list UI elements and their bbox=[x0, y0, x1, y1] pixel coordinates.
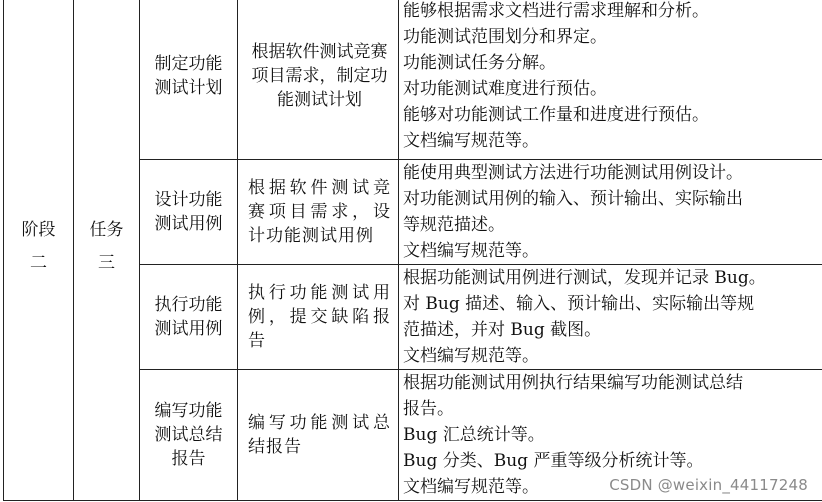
knowledge-line: 根据功能测试用例进行测试，发现并记录 Bug。 bbox=[403, 268, 766, 288]
work-task-name-cell bbox=[140, 0, 238, 160]
knowledge-line: 对 Bug 描述、输入、预计输出、实际输出等规 bbox=[403, 294, 755, 314]
knowledge-line: 报告。 bbox=[403, 399, 454, 419]
knowledge-list bbox=[399, 160, 822, 264]
skill-requirement-cell bbox=[238, 370, 399, 501]
skill-requirement-cell bbox=[238, 160, 399, 265]
knowledge-line: 对功能测试难度进行预估。 bbox=[403, 79, 607, 99]
work-task-name: 编写功能测试总结报告 bbox=[154, 401, 223, 469]
work-task-name-cell bbox=[140, 265, 238, 370]
knowledge-line: Bug 汇总统计等。 bbox=[403, 425, 545, 445]
knowledge-line: 功能测试范围划分和界定。 bbox=[403, 27, 607, 47]
task-label: 任务三 bbox=[89, 219, 124, 273]
knowledge-line: 对功能测试用例的输入、预计输出、实际输出 bbox=[403, 189, 743, 209]
skill-requirement: 编写功能测试总结报告 bbox=[248, 413, 391, 457]
knowledge-line: 文档编写规范等。 bbox=[403, 131, 539, 151]
work-task-name: 执行功能测试用例 bbox=[154, 295, 223, 339]
knowledge-line: 文档编写规范等。 bbox=[403, 346, 539, 366]
skill-requirement-cell bbox=[238, 265, 399, 370]
stage-label: 阶段二 bbox=[21, 219, 56, 273]
work-task-name-cell bbox=[140, 370, 238, 501]
knowledge-line: 功能测试任务分解。 bbox=[403, 53, 556, 73]
knowledge-line: 能够根据需求文档进行需求理解和分析。 bbox=[403, 1, 709, 21]
skill-requirement: 根据软件测试竞赛项目需求，设计功能测试用例 bbox=[248, 178, 391, 246]
watermark: CSDN @weixin_44117248 bbox=[609, 476, 808, 494]
skill-requirement-cell bbox=[238, 0, 399, 160]
knowledge-line: 能够对功能测试工作量和进度进行预估。 bbox=[403, 105, 709, 125]
stage-cell bbox=[4, 0, 74, 501]
knowledge-cell bbox=[399, 160, 822, 265]
knowledge-line: Bug 分类、Bug 严重等级分析统计等。 bbox=[403, 451, 704, 471]
competition-task-table bbox=[3, 0, 822, 501]
knowledge-line: 能使用典型测试方法进行功能测试用例设计。 bbox=[403, 163, 743, 183]
knowledge-line: 范描述，并对 Bug 截图。 bbox=[403, 320, 602, 340]
knowledge-line: 文档编写规范等。 bbox=[403, 241, 539, 261]
knowledge-list bbox=[399, 265, 822, 369]
work-task-name: 制定功能测试计划 bbox=[154, 54, 223, 98]
table-row bbox=[4, 0, 822, 160]
knowledge-line: 根据功能测试用例执行结果编写功能测试总结 bbox=[403, 373, 743, 393]
skill-requirement: 执行功能测试用例，提交缺陷报告 bbox=[248, 283, 391, 351]
knowledge-line: 文档编写规范等。 bbox=[403, 477, 539, 497]
work-task-name: 设计功能测试用例 bbox=[154, 190, 223, 234]
knowledge-cell bbox=[399, 265, 822, 370]
knowledge-list bbox=[399, 0, 822, 154]
skill-requirement: 根据软件测试竞赛项目需求，制定功能测试计划 bbox=[251, 42, 388, 110]
knowledge-cell bbox=[399, 0, 822, 160]
task-cell bbox=[74, 0, 140, 501]
knowledge-line: 等规范描述。 bbox=[403, 215, 505, 235]
work-task-name-cell bbox=[140, 160, 238, 265]
